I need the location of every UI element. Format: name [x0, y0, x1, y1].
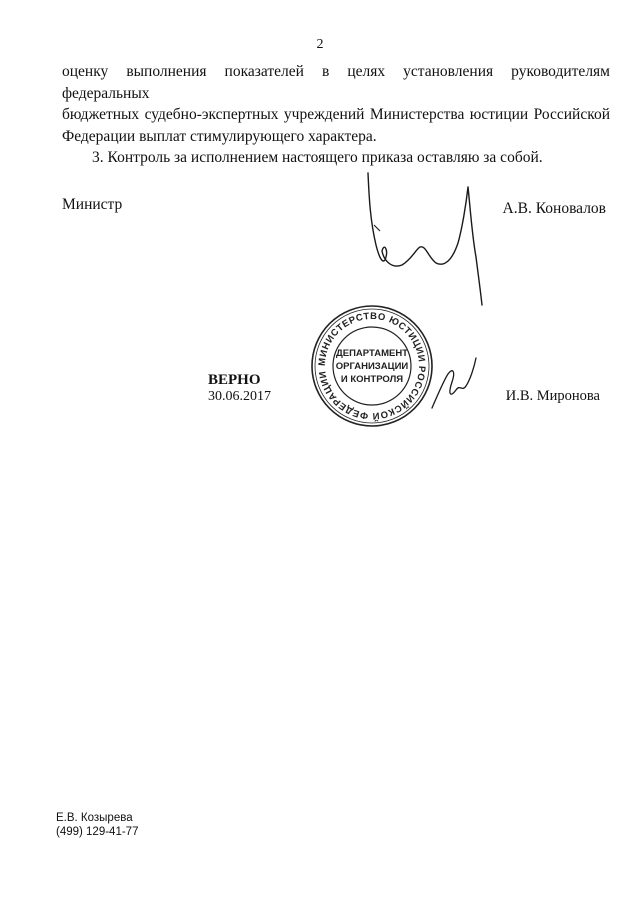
executor-phone: (499) 129-41-77	[56, 826, 139, 838]
stamp-center-line: ДЕПАРТАМЕНТ	[336, 348, 408, 359]
certifier-name: И.В. Миронова	[505, 388, 600, 404]
signatory-title: Министр	[62, 196, 123, 213]
stamp-center-line: ОРГАНИЗАЦИИ	[335, 361, 409, 372]
page-number: 2	[316, 37, 324, 52]
paragraph-line: оценку выполнения показателей в целях установления руководителям федеральных	[62, 63, 610, 102]
document-body	[62, 61, 610, 169]
department-stamp	[309, 303, 435, 429]
certified-date: 30.06.2017	[208, 389, 271, 404]
certifier-signature	[428, 354, 478, 414]
signatory-name: А.В. Коновалов	[502, 200, 606, 217]
certified-label: ВЕРНО	[208, 372, 261, 388]
executor-name: Е.В. Козырева	[56, 812, 133, 824]
stamp-outer-text: МИНИСТЕРСТВО ЮСТИЦИИ РОССИЙСКОЙ ФЕДЕРАЦИИ	[316, 310, 428, 422]
paragraph-item-3: 3. Контроль за исполнением настоящего приказа оставляю за собой.	[92, 149, 543, 166]
stamp-center-line: И КОНТРОЛЯ	[340, 374, 404, 385]
paragraph-line: Федерации выплат стимулирующего характера.	[62, 127, 377, 145]
minister-signature	[362, 165, 502, 315]
paragraph-line: бюджетных судебно-экспертных учреждений Министерства юстиции Российской	[62, 106, 610, 123]
